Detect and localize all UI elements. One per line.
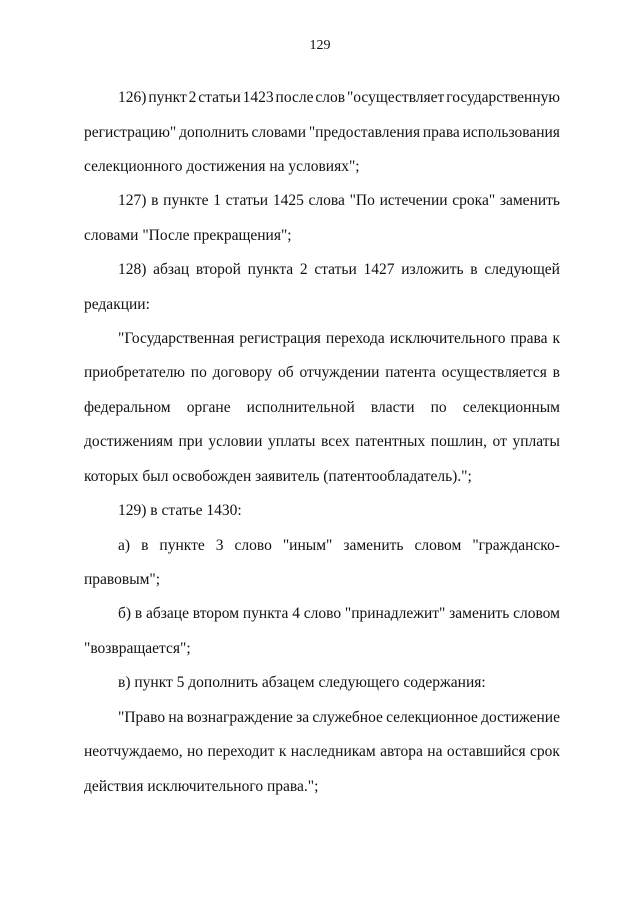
- word: переходит: [207, 743, 275, 760]
- word: достижение: [481, 709, 560, 726]
- word: органе: [186, 399, 231, 416]
- word: государственную: [446, 89, 560, 106]
- word: "Государственная: [118, 330, 235, 347]
- text-line: [84, 432, 560, 452]
- word: вознаграждение: [186, 709, 293, 726]
- text-line: [118, 708, 560, 728]
- word: второй: [195, 261, 241, 278]
- word: автора: [380, 743, 423, 760]
- word: на: [168, 709, 184, 726]
- text-line: действия исключительного права.";: [84, 778, 319, 795]
- text-line: словами "После прекращения";: [84, 227, 292, 244]
- text-line: [84, 742, 560, 762]
- word: отчуждении: [299, 364, 380, 381]
- text-line: селекционного достижения на условиях";: [84, 158, 360, 175]
- word: исполнительной: [246, 399, 355, 416]
- word: 128): [118, 261, 147, 278]
- word: патента: [385, 364, 436, 381]
- word: в: [151, 192, 159, 209]
- word: по: [430, 399, 447, 416]
- word: права: [510, 330, 548, 347]
- word: регистрацию": [84, 124, 177, 141]
- word: 1425: [272, 192, 304, 209]
- word: заменить: [343, 537, 404, 554]
- word: федеральном: [84, 399, 171, 416]
- word: патентных: [355, 433, 426, 450]
- word: регистрация: [239, 330, 321, 347]
- word: в: [552, 364, 560, 381]
- word: договору: [212, 364, 273, 381]
- word: от: [492, 433, 507, 450]
- word: "гражданско-: [472, 537, 560, 554]
- text-line: [118, 88, 560, 108]
- word: словом: [414, 537, 462, 554]
- text-line: [118, 191, 560, 211]
- word: "осуществляет: [346, 89, 445, 106]
- word: следующей: [484, 261, 560, 278]
- word: после: [275, 89, 314, 106]
- word: исключительного: [389, 330, 506, 347]
- text-line: которых был освобожден заявитель (патентообладатель).";: [84, 468, 472, 485]
- text-line: [84, 123, 560, 143]
- word: пункте: [163, 192, 209, 209]
- text-line: 129) в статье 1430:: [118, 502, 242, 519]
- word: "Право: [118, 709, 166, 726]
- word: по: [190, 364, 207, 381]
- word: а): [118, 537, 131, 554]
- text-line: [84, 398, 560, 418]
- text-line: правовым";: [84, 571, 161, 588]
- word: 1427: [363, 261, 395, 278]
- word: в: [134, 605, 143, 622]
- word: статьи: [198, 89, 241, 106]
- word: наследникам: [290, 743, 376, 760]
- word: уплаты: [512, 433, 560, 450]
- word: приобретателю: [84, 364, 186, 381]
- word: срок: [529, 743, 560, 760]
- word: "принадлежит": [344, 605, 446, 622]
- word: пошлин,: [430, 433, 487, 450]
- word: пункта: [242, 605, 289, 622]
- word: использования: [462, 124, 560, 141]
- word: 1423: [242, 89, 274, 106]
- word: 4: [292, 605, 300, 622]
- word: селекционное: [386, 709, 478, 726]
- word: дополнить: [179, 124, 249, 141]
- word: статьи: [314, 261, 357, 278]
- word: осуществляется: [441, 364, 547, 381]
- word: истечении: [379, 192, 448, 209]
- word: слова: [308, 192, 345, 209]
- word: права: [422, 124, 460, 141]
- word: 126): [118, 89, 147, 106]
- word: заменить: [499, 192, 560, 209]
- word: заменить: [449, 605, 510, 622]
- word: слово: [234, 537, 272, 554]
- word: слов: [315, 89, 346, 106]
- text-line: редакции:: [84, 296, 150, 313]
- text-line: [118, 329, 560, 349]
- word: селекционным: [462, 399, 560, 416]
- word: "По: [349, 192, 375, 209]
- word: "предоставления: [308, 124, 421, 141]
- word: всех: [320, 433, 350, 450]
- word: втором: [192, 605, 240, 622]
- word: словом: [513, 605, 560, 622]
- word: уплаты: [267, 433, 316, 450]
- text-line: [118, 536, 560, 556]
- word: статьи: [225, 192, 269, 209]
- word: б): [118, 605, 132, 622]
- word: в: [141, 537, 149, 554]
- word: об: [278, 364, 294, 381]
- word: оставшийся: [446, 743, 526, 760]
- word: власти: [370, 399, 415, 416]
- word: абзац: [153, 261, 190, 278]
- word: в: [470, 261, 478, 278]
- word: абзаце: [146, 605, 189, 622]
- text-line: [84, 363, 560, 383]
- word: достижениям: [84, 433, 173, 450]
- word: перехода: [325, 330, 385, 347]
- word: пункта: [247, 261, 294, 278]
- word: условии: [208, 433, 263, 450]
- word: 2: [188, 89, 197, 106]
- word: но: [187, 743, 204, 760]
- word: к: [552, 330, 560, 347]
- text-line: "возвращается";: [84, 640, 191, 657]
- word: пункте: [159, 537, 205, 554]
- word: 3: [215, 537, 224, 554]
- word: пункт: [148, 89, 187, 106]
- word: служебное: [312, 709, 383, 726]
- word: слово: [303, 605, 342, 622]
- word: 2: [299, 261, 308, 278]
- word: "иным": [282, 537, 333, 554]
- word: срока": [452, 192, 496, 209]
- word: 1: [213, 192, 221, 209]
- word: при: [178, 433, 203, 450]
- word: за: [296, 709, 310, 726]
- text-line: [118, 604, 560, 624]
- word: словами: [251, 124, 307, 141]
- page-number: 129: [309, 38, 331, 53]
- word: к: [278, 743, 287, 760]
- text-line: [118, 260, 560, 280]
- text-line: в) пункт 5 дополнить абзацем следующего содержания:: [118, 674, 486, 691]
- word: изложить: [401, 261, 464, 278]
- word: неотчуждаемо,: [84, 743, 183, 760]
- word: 127): [118, 192, 147, 209]
- word: на: [427, 743, 443, 760]
